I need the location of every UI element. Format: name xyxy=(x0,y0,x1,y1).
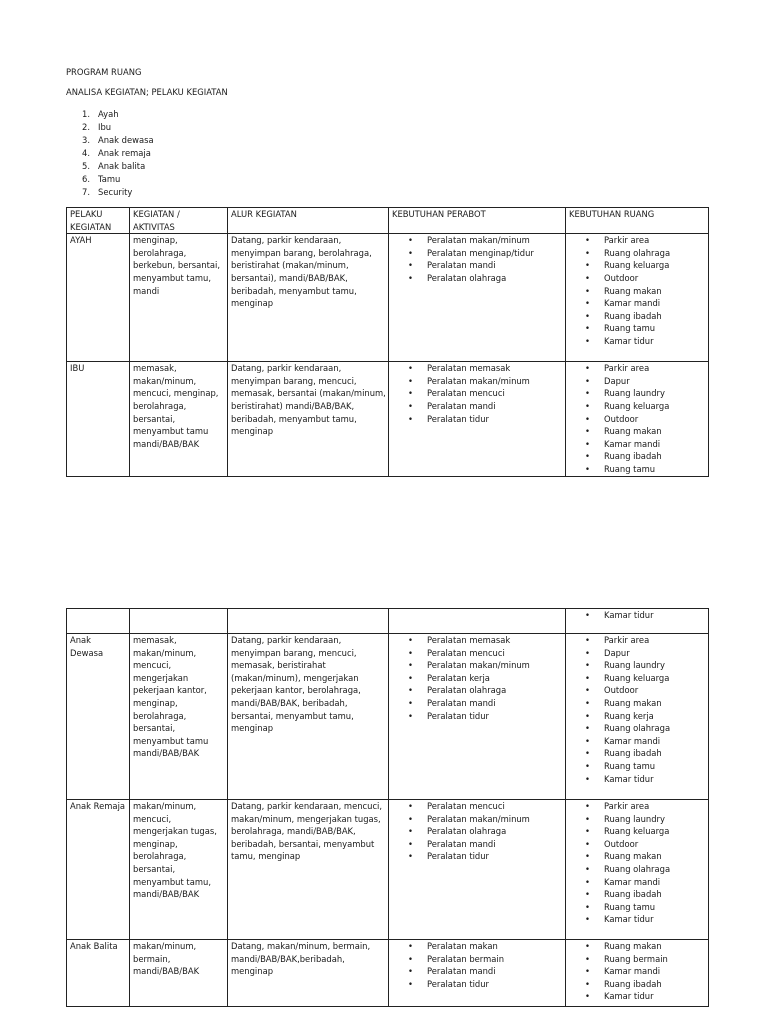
bullet-item: • Parkir area xyxy=(569,634,708,647)
bullet-item: • Outdoor xyxy=(569,684,708,697)
header-perabot: KEBUTUHAN PERABOT xyxy=(389,208,566,234)
bullet-item: • Kamar tidur xyxy=(569,335,708,348)
cell-ruang xyxy=(566,800,709,940)
bullet-item: • Ruang ibadah xyxy=(569,747,708,760)
bullet-item: • Ruang ibadah xyxy=(569,978,708,991)
bullet-item: • Ruang makan xyxy=(569,285,708,298)
bullet-item: • Ruang kerja xyxy=(569,710,708,723)
bullet-item: • Peralatan mandi xyxy=(392,838,565,851)
bullet-item: • Peralatan mencuci xyxy=(392,387,565,400)
bullet-item: • Ruang tamu xyxy=(569,322,708,335)
activity-table-1 xyxy=(66,207,709,477)
bullet-item: • Ruang ibadah xyxy=(569,888,708,901)
bullet-item: • Peralatan makan/minum xyxy=(392,813,565,826)
cell-kegiatan: memasak, makan/minum, mencuci, mengerjakan pekerjaan kantor, menginap, berolahraga, bersantai, menyambut tamu mandi/BAB/BAK xyxy=(130,634,228,800)
cell-ruang xyxy=(566,362,709,476)
bullet-item: • Ruang olahraga xyxy=(569,863,708,876)
bullet-item: • Outdoor xyxy=(569,272,708,285)
cell-pelaku: Anak Balita xyxy=(67,940,130,1007)
cell-pelaku: IBU xyxy=(67,362,130,476)
table-row xyxy=(67,234,709,362)
cell-pelaku: Anak Remaja xyxy=(67,800,130,940)
bullet-item: • Ruang ibadah xyxy=(569,310,708,323)
pelaku-list-item: 5. Anak balita xyxy=(82,161,146,171)
cell-alur: Datang, parkir kendaraan, menyimpan barang, mencuci, memasak, beristirahat (makan/minum), mengerjakan pekerjaan kantor, berolahraga, mandi/BAB/BAK, beribadah, bersantai, menyambut tamu, menginap xyxy=(228,634,389,800)
table-row xyxy=(67,609,709,634)
bullet-item: • Kamar mandi xyxy=(569,438,708,451)
bullet-item: • Kamar tidur xyxy=(569,773,708,786)
bullet-item: • Peralatan memasak xyxy=(392,362,565,375)
activity-table-2 xyxy=(66,608,709,1007)
cell-kegiatan: memasak, makan/minum, mencuci, menginap, berolahraga, bersantai, menyambut tamu mandi/BAB/BAK xyxy=(130,362,228,476)
bullet-item: • Ruang keluarga xyxy=(569,400,708,413)
cell-perabot xyxy=(389,609,566,634)
cell-alur xyxy=(228,609,389,634)
bullet-item: • Ruang laundry xyxy=(569,813,708,826)
bullet-item: • Ruang keluarga xyxy=(569,259,708,272)
table-header-row xyxy=(67,208,709,234)
perabot-list xyxy=(392,362,565,425)
bullet-item: • Peralatan makan/minum xyxy=(392,234,565,247)
bullet-item: • Peralatan tidur xyxy=(392,413,565,426)
cell-perabot xyxy=(389,234,566,362)
bullet-item: • Kamar mandi xyxy=(569,735,708,748)
perabot-list xyxy=(392,940,565,990)
bullet-item: • Peralatan mandi xyxy=(392,259,565,272)
bullet-item: • Kamar tidur xyxy=(569,990,708,1003)
cell-kegiatan: makan/minum, bermain, mandi/BAB/BAK xyxy=(130,940,228,1007)
header-alur: ALUR KEGIATAN xyxy=(228,208,389,234)
bullet-item: • Outdoor xyxy=(569,838,708,851)
bullet-item: • Kamar mandi xyxy=(569,965,708,978)
bullet-item: • Peralatan tidur xyxy=(392,850,565,863)
cell-pelaku: Anak Dewasa xyxy=(67,634,130,800)
bullet-item: • Ruang tamu xyxy=(569,901,708,914)
bullet-item: • Ruang makan xyxy=(569,697,708,710)
bullet-item: • Peralatan olahraga xyxy=(392,825,565,838)
perabot-list xyxy=(392,800,565,863)
bullet-item: • Ruang tamu xyxy=(569,463,708,476)
header-pelaku: PELAKU KEGIATAN xyxy=(67,208,130,234)
bullet-item: • Peralatan tidur xyxy=(392,710,565,723)
ruang-list xyxy=(569,362,708,475)
pelaku-list-item: 7. Security xyxy=(82,187,133,197)
header-kegiatan: KEGIATAN / AKTIVITAS xyxy=(130,208,228,234)
bullet-item: • Peralatan makan/minum xyxy=(392,659,565,672)
ruang-list xyxy=(569,800,708,926)
bullet-item: • Parkir area xyxy=(569,234,708,247)
bullet-item: • Ruang bermain xyxy=(569,953,708,966)
bullet-item: • Outdoor xyxy=(569,413,708,426)
bullet-item: • Ruang makan xyxy=(569,940,708,953)
cell-perabot xyxy=(389,800,566,940)
bullet-item: • Peralatan mencuci xyxy=(392,647,565,660)
cell-perabot xyxy=(389,634,566,800)
bullet-item: • Peralatan tidur xyxy=(392,978,565,991)
bullet-item: • Peralatan mencuci xyxy=(392,800,565,813)
bullet-item: • Ruang ibadah xyxy=(569,450,708,463)
pelaku-list-item: 6. Tamu xyxy=(82,174,121,184)
bullet-item: • Ruang makan xyxy=(569,425,708,438)
bullet-item: • Ruang keluarga xyxy=(569,672,708,685)
ruang-list xyxy=(569,634,708,785)
bullet-item: • Parkir area xyxy=(569,800,708,813)
bullet-item: • Peralatan memasak xyxy=(392,634,565,647)
perabot-list xyxy=(392,234,565,284)
bullet-item: • Ruang laundry xyxy=(569,659,708,672)
cell-alur: Datang, parkir kendaraan, menyimpan barang, berolahraga, beristirahat (makan/minum, bersantai), mandi/BAB/BAK, beribadah, menyambut tamu, menginap xyxy=(228,234,389,362)
bullet-item: • Peralatan mandi xyxy=(392,697,565,710)
bullet-item: • Peralatan olahraga xyxy=(392,684,565,697)
pelaku-list xyxy=(82,108,154,199)
cell-kegiatan: makan/minum, mencuci, mengerjakan tugas, menginap, berolahraga, bersantai, menyambut tamu, mandi/BAB/BAK xyxy=(130,800,228,940)
header-ruang: KEBUTUHAN RUANG xyxy=(566,208,709,234)
pelaku-list-item: 4. Anak remaja xyxy=(82,148,151,158)
bullet-item: • Peralatan kerja xyxy=(392,672,565,685)
table-row xyxy=(67,800,709,940)
bullet-item: • Parkir area xyxy=(569,362,708,375)
cell-kegiatan: menginap, berolahraga, berkebun, bersantai, menyambut tamu, mandi xyxy=(130,234,228,362)
bullet-item: • Ruang olahraga xyxy=(569,247,708,260)
table-row xyxy=(67,634,709,800)
cell-perabot xyxy=(389,940,566,1007)
cell-kegiatan xyxy=(130,609,228,634)
bullet-item: • Kamar tidur xyxy=(569,609,708,622)
pelaku-list-item: 1. Ayah xyxy=(82,109,119,119)
bullet-item: • Ruang makan xyxy=(569,850,708,863)
bullet-item: • Kamar mandi xyxy=(569,297,708,310)
pelaku-list-item: 3. Anak dewasa xyxy=(82,135,154,145)
pelaku-list-item: 2. Ibu xyxy=(82,122,112,132)
cell-alur: Datang, parkir kendaraan, mencuci, makan/minum, mengerjakan tugas, berolahraga, mandi/BAB/BAK, beribadah, bersantai, menyambut tamu, menginap xyxy=(228,800,389,940)
cell-ruang xyxy=(566,234,709,362)
table-row xyxy=(67,362,709,476)
bullet-item: • Peralatan bermain xyxy=(392,953,565,966)
cell-ruang xyxy=(566,940,709,1007)
bullet-item: • Ruang olahraga xyxy=(569,722,708,735)
bullet-item: • Ruang keluarga xyxy=(569,825,708,838)
cell-alur: Datang, parkir kendaraan, menyimpan barang, mencuci, memasak, bersantai (makan/minum, beristirahat) mandi/BAB/BAK, beribadah, menyambut tamu, menginap xyxy=(228,362,389,476)
bullet-item: • Kamar tidur xyxy=(569,913,708,926)
bullet-item: • Ruang laundry xyxy=(569,387,708,400)
bullet-item: • Peralatan mandi xyxy=(392,400,565,413)
cell-alur: Datang, makan/minum, bermain, mandi/BAB/BAK,beribadah, menginap xyxy=(228,940,389,1007)
bullet-item: • Dapur xyxy=(569,375,708,388)
document-subtitle: ANALISA KEGIATAN; PELAKU KEGIATAN xyxy=(66,87,228,97)
bullet-item: • Kamar mandi xyxy=(569,876,708,889)
bullet-item: • Ruang tamu xyxy=(569,760,708,773)
bullet-item: • Peralatan makan/minum xyxy=(392,375,565,388)
ruang-list xyxy=(569,940,708,1003)
bullet-item: • Peralatan menginap/tidur xyxy=(392,247,565,260)
bullet-item: • Dapur xyxy=(569,647,708,660)
perabot-list xyxy=(392,634,565,722)
table-row xyxy=(67,940,709,1007)
bullet-item: • Peralatan olahraga xyxy=(392,272,565,285)
cell-ruang xyxy=(566,634,709,800)
cell-ruang xyxy=(566,609,709,634)
ruang-list xyxy=(569,234,708,347)
cell-pelaku xyxy=(67,609,130,634)
ruang-list xyxy=(569,609,708,622)
bullet-item: • Peralatan mandi xyxy=(392,965,565,978)
cell-perabot xyxy=(389,362,566,476)
cell-pelaku: AYAH xyxy=(67,234,130,362)
bullet-item: • Peralatan makan xyxy=(392,940,565,953)
document-title: PROGRAM RUANG xyxy=(66,67,142,77)
